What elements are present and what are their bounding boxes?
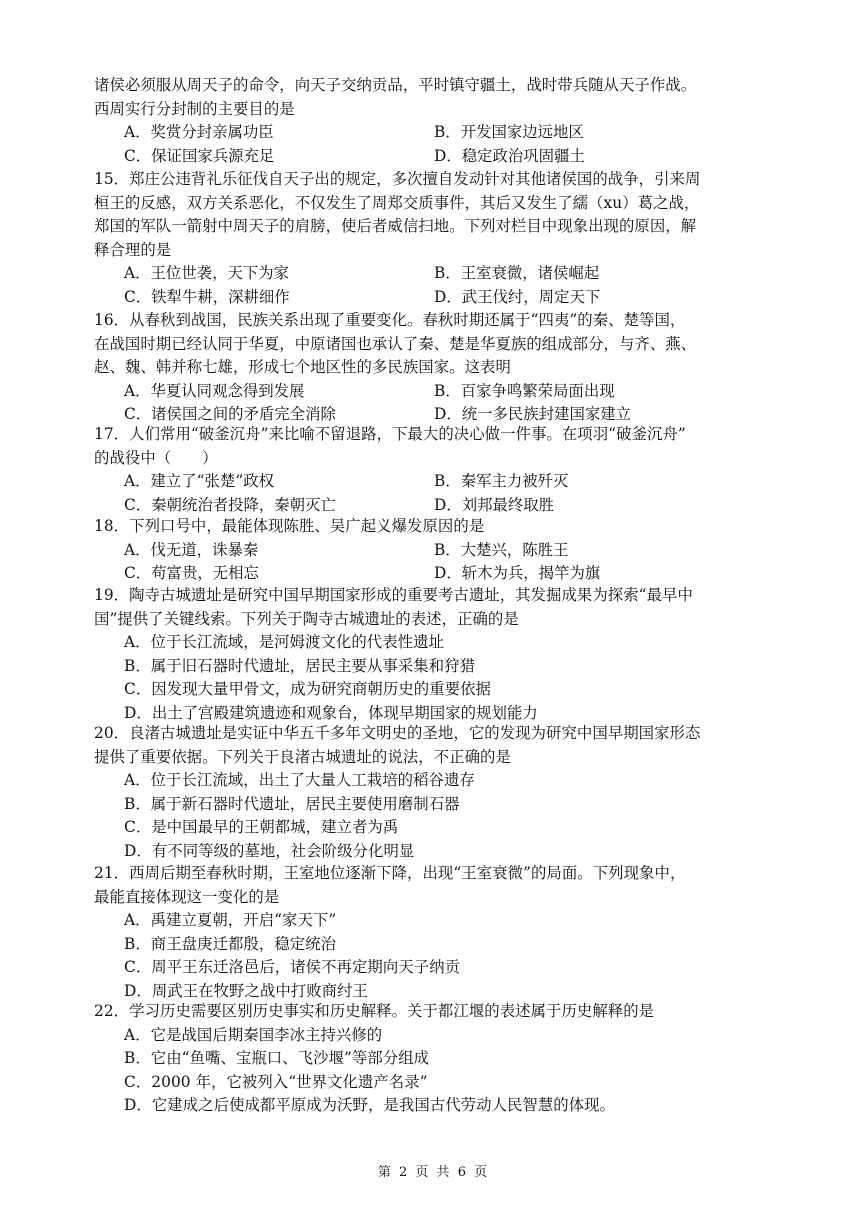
option-row [94,145,784,169]
question-text-line: 提供了重要依据。下列关于良渚古城遗址的说法，不正确的是 [94,747,511,766]
question-text-line: 18．下列口号中，最能体现陈胜、吴广起义爆发原因的是 [94,517,485,535]
question-14-continuation [94,74,784,168]
option-row [94,470,784,494]
question-text-line: 释合理的是 [94,240,172,259]
option-b: B．王室衰微，诸侯崛起 [434,264,600,282]
question-text-line: 西周实行分封制的主要目的是 [94,99,295,118]
question-17 [94,423,784,517]
question-text-line: 21．西周后期至春秋时期，王室地位逐渐下降，出现“王室衰微”的局面。下列现象中， [94,864,686,882]
option-c: C．诸侯国之间的矛盾完全消除 [124,405,336,423]
question-21 [94,862,784,1003]
option-d: D．刘邦最终取胜 [434,495,555,514]
option-d: D．统一多民族封建国家建立 [434,405,632,423]
option-a: A．华夏认同观念得到发展 [124,381,305,400]
option-row [94,380,784,404]
option-b: B．大楚兴，陈胜王 [434,540,569,559]
option-d: D．周武王在牧野之战中打败商纣王 [124,981,368,1000]
option-a: A．它是战国后期秦国李冰主持兴修的 [124,1025,383,1044]
page-number-footer: 第 2 页 共 6 页 [377,1165,490,1180]
option-a: A．奖赏分封亲属功臣 [124,123,274,141]
option-a: A．位于长江流域，出土了大量人工栽培的稻谷遗存 [124,771,475,789]
option-b: B．秦军主力被歼灭 [434,472,569,490]
question-text-line: 赵、魏、韩并称七雄，形成七个地区性的多民族国家。这表明 [94,358,511,376]
option-d: D．斩木为兵，揭竿为旗 [434,564,601,582]
option-a: A．建立了“张楚”政权 [124,472,274,490]
option-b: B．属于新石器时代遗址，居民主要使用磨制石器 [124,794,460,813]
option-d: D．稳定政治巩固疆土 [434,146,585,165]
option-b: B．商王盘庚迁都殷，稳定统治 [124,934,337,953]
question-15 [94,168,784,309]
question-19 [94,584,784,725]
option-c: C．秦朝统治者投降，秦朝灭亡 [124,495,336,514]
option-c: C．周平王东迁洛邑后，诸侯不再定期向天子纳贡 [124,958,461,976]
option-row [94,562,784,586]
question-text-line: 的战役中（ ） [94,448,218,467]
option-c: C．苟富贵，无相忘 [124,564,259,582]
option-row [94,286,784,310]
question-text-line: 郑国的军队一箭射中周天子的肩膀，使后者威信扫地。下列对栏目中现象出现的原因，解 [94,217,697,235]
option-a: A．王位世袭，天下为家 [124,264,290,282]
option-c: C．2000 年，它被列入“世界文化遗产名录” [124,1072,428,1091]
question-22 [94,1000,784,1118]
question-18 [94,515,784,586]
option-c: C．保证国家兵源充足 [124,146,275,165]
option-b: B．属于旧石器时代遗址，居民主要从事采集和狩猎 [124,656,476,675]
option-row [94,494,784,518]
question-text-line: 国”提供了关键线索。下列关于陶寺古城遗址的表述，正确的是 [94,609,519,628]
option-a: A．禹建立夏朝，开启“家天下” [124,911,337,929]
option-c: C．因发现大量甲骨文，成为研究商朝历史的重要依据 [124,680,491,698]
question-text-line: 22．学习历史需要区别历史事实和历史解释。关于都江堰的表述属于历史解释的是 [94,1002,655,1020]
question-text-line: 桓王的反感，双方关系恶化，不仅发生了周郑交质事件，其后又发生了繻（xu）葛之战， [94,193,700,212]
option-b: B．它由“鱼嘴、宝瓶口、飞沙堰”等部分组成 [124,1049,430,1067]
option-c: C．铁犁牛耕，深耕细作 [124,287,290,306]
option-d: D．出土了宫殿建筑遗迹和观象台，体现早期国家的规划能力 [124,703,538,722]
question-text-line: 19．陶寺古城遗址是研究中国早期国家形成的重要考古遗址，其发掘成果为探索“最早中 [94,586,693,604]
question-text-line: 20．良渚古城遗址是实证中华五千多年文明史的圣地，它的发现为研究中国早期国家形态 [94,724,701,742]
question-text-line: 最能直接体现这一变化的是 [94,887,280,906]
question-text-line: 诸侯必须服从周天子的命令，向天子交纳贡品，平时镇守疆土，战时带兵随从天子作战。 [94,76,697,94]
option-c: C．是中国最早的王朝都城，建立者为禹 [124,818,399,836]
question-16 [94,309,784,427]
question-20 [94,722,784,863]
option-row [94,539,784,563]
question-text-line: 15．郑庄公违背礼乐征伐自天子出的规定，多次擅自发动针对其他诸侯国的战争，引来周 [94,170,701,188]
option-row [94,262,784,286]
option-b: B．开发国家边远地区 [434,123,584,141]
option-d: D．武王伐纣，周定天下 [434,287,601,306]
option-d: D．有不同等级的墓地，社会阶级分化明显 [124,841,415,860]
question-text-line: 在战国时期已经认同于华夏，中原诸国也承认了秦、楚是华夏族的组成部分，与齐、燕、 [94,334,697,353]
option-row [94,121,784,145]
option-b: B．百家争鸣繁荣局面出现 [434,381,615,400]
option-d: D．它建成之后使成都平原成为沃野，是我国古代劳动人民智慧的体现。 [124,1096,616,1114]
question-text-line: 16．从春秋到战国，民族关系出现了重要变化。春秋时期还属于“四夷”的秦、楚等国， [94,311,686,329]
question-text-line: 17．人们常用“破釜沉舟”来比喻不留退路，下最大的决心做一件事。在项羽“破釜沉舟” [94,425,686,443]
option-a: A．伐无道，诛暴秦 [124,540,259,559]
option-a: A．位于长江流域，是河姆渡文化的代表性遗址 [124,633,444,651]
